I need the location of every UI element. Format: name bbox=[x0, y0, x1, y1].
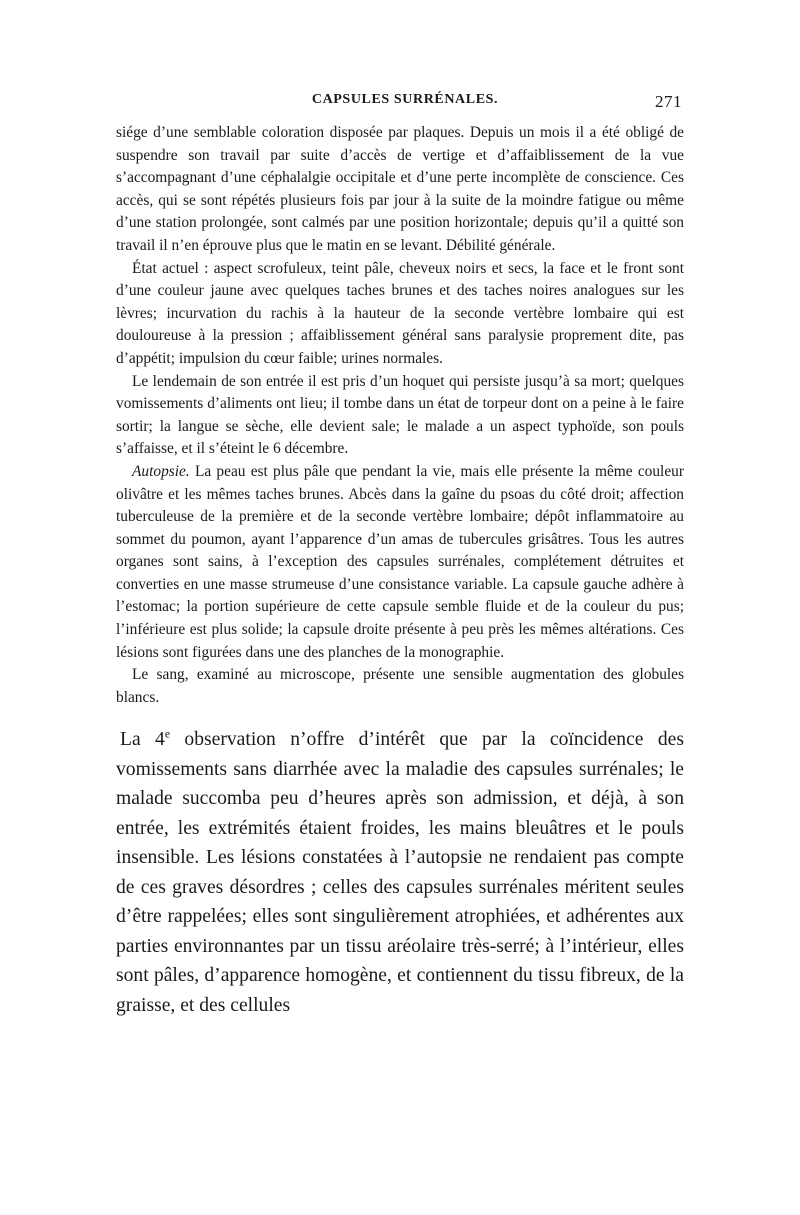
paragraph-symptoms: siége d’une semblable coloration disposée par plaques. Depuis un mois il a été obligé de suspendre son travail par suite d’accès de vertige et d’affaiblissement de la vue s’accompagnant d’une céphalalgie occipitale et d’une perte incomplète de conscience. Ces accès, qui se sont répétés plusieurs fois par jour à la suite de la moindre fatigue ou même d’une station prolongée, sont calmés par une position horizontale; depuis qu’il a quitté son travail il n’en éprouve plus que le matin en se levant. Débilité générale. bbox=[116, 124, 684, 254]
case-report-text bbox=[116, 122, 684, 709]
page-header bbox=[116, 92, 684, 122]
book-page bbox=[116, 92, 684, 1020]
paragraph-course: Le lendemain de son entrée il est pris d’un hoquet qui persiste jusqu’à sa mort; quelques vomissements d’aliments ont lieu; il tombe dans un état de torpeur dont on a peine à le faire sortir; la langue se sèche, elle devient sale; le malade a un aspect typhoïde, son pouls s’affaisse, et il s’éteint le 6 décembre. bbox=[116, 372, 684, 458]
autopsy-label: Autopsie. bbox=[132, 462, 190, 480]
paragraph-observation bbox=[116, 725, 684, 1020]
ordinal-superscript: e bbox=[164, 727, 171, 741]
paragraph-current-state: État actuel : aspect scrofuleux, teint pâle, cheveux noirs et secs, la face et le front sont d’une couleur jaune avec quelques taches brunes et des taches noires analogues sur les lèvres; incurvation du rachis à la hauteur de la seconde vertèbre lombaire qui est douloureuse à la pression ; affaiblissement général sans paralysie proprement dite, pas d’appétit; impulsion du cœur faible; urines normales. bbox=[116, 259, 684, 367]
observation-intro: La 4 bbox=[120, 729, 165, 751]
paragraph-autopsy bbox=[116, 461, 684, 664]
commentary-text bbox=[116, 725, 684, 1020]
paragraph-blood: Le sang, examiné au microscope, présente une sensible augmentation des globules blancs. bbox=[116, 666, 684, 706]
observation-text: observation n’offre d’intérêt que par la coïncidence des vomissements sans diarrhée avec la maladie des capsules surrénales; le malade succomba peu d’heures après son admission, et déjà, à son entrée, les extrémités étaient froides, les mains bleuâtres et le pouls insensible. Les lésions constatées à l’autopsie ne rendaient pas compte de ces graves désordres ; celles des capsules surrénales méritent seules d’être rappelées; elles sont singulièrement atrophiées, et adhérentes aux parties environnantes par un tissu aréolaire très-serré; à l’intérieur, elles sont pâles, d’apparence homogène, et contiennent du tissu fibreux, de la graisse, et des cellules bbox=[116, 729, 684, 1016]
page-number: 271 bbox=[655, 92, 682, 111]
running-title: CAPSULES SURRÉNALES. bbox=[311, 92, 499, 107]
autopsy-text: La peau est plus pâle que pendant la vie, mais elle présente la même couleur olivâtre et les mêmes taches brunes. Abcès dans la gaîne du psoas du côté droit; affection tuberculeuse de la première et de la seconde vertèbre lombaire; dépôt inflammatoire au sommet du poumon, ayant l’apparence d’un amas de tubercules grisâtres. Tous les autres organes sont sains, à l’exception des capsules surrénales, complétement détruites et converties en une masse strumeuse d’une consistance variable. La capsule gauche adhère à l’estomac; la portion supérieure de cette capsule semble fluide et de la couleur du pus; l’inférieure est plus solide; la capsule droite présente à peu près les mêmes altérations. Ces lésions sont figurées dans une des planches de la monographie. bbox=[116, 462, 684, 661]
